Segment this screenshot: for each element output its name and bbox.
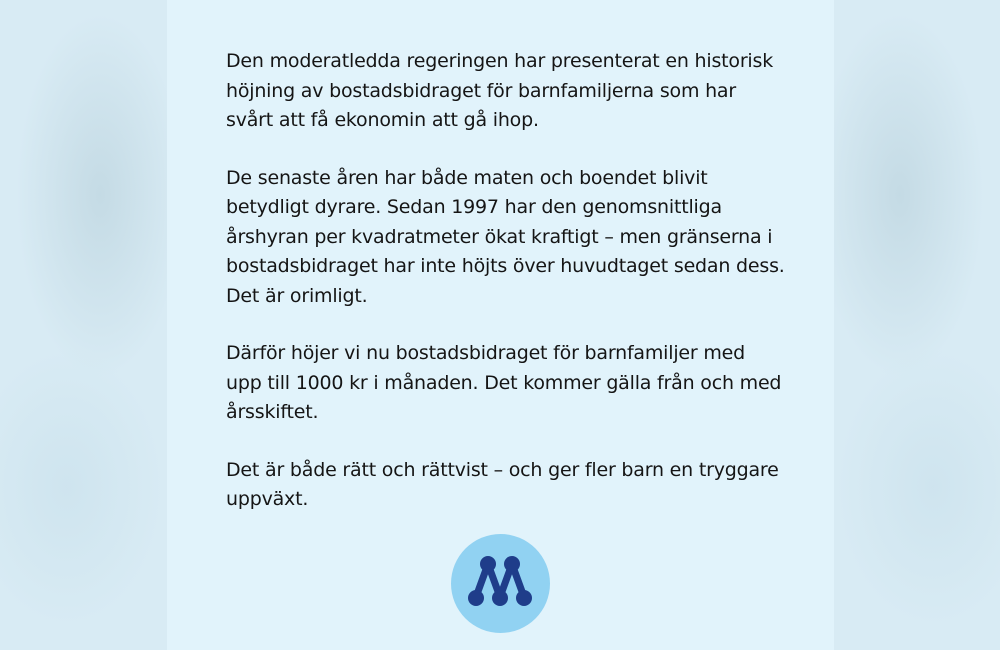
post-text xyxy=(226,47,786,543)
background-blur-left xyxy=(0,0,167,650)
paragraph-1: Den moderatledda regeringen har presenterat en historisk höjning av bostadsbidraget för barnfamiljerna som har svårt att få ekonomin att gå ihop. xyxy=(226,50,774,131)
paragraph-4: Det är både rätt och rättvist – och ger fler barn en tryggare uppväxt. xyxy=(226,458,779,510)
m-logo-icon xyxy=(451,534,550,633)
paragraph-3: Därför höjer vi nu bostadsbidraget för barnfamiljer med upp till 1000 kr i månaden. Det kommer gälla från och med årsskiftet. xyxy=(226,342,782,423)
background-blur-right xyxy=(833,0,1000,650)
post-card xyxy=(167,0,834,650)
moderaterna-logo xyxy=(451,534,550,633)
paragraph-2: De senaste åren har både maten och boendet blivit betydligt dyrare. Sedan 1997 har den genomsnittliga årshyran per kvadratmeter ökat kraftigt – men gränserna i bostadsbidraget har inte höjts över huvudtaget sedan dess. Det är orimligt. xyxy=(226,166,785,307)
